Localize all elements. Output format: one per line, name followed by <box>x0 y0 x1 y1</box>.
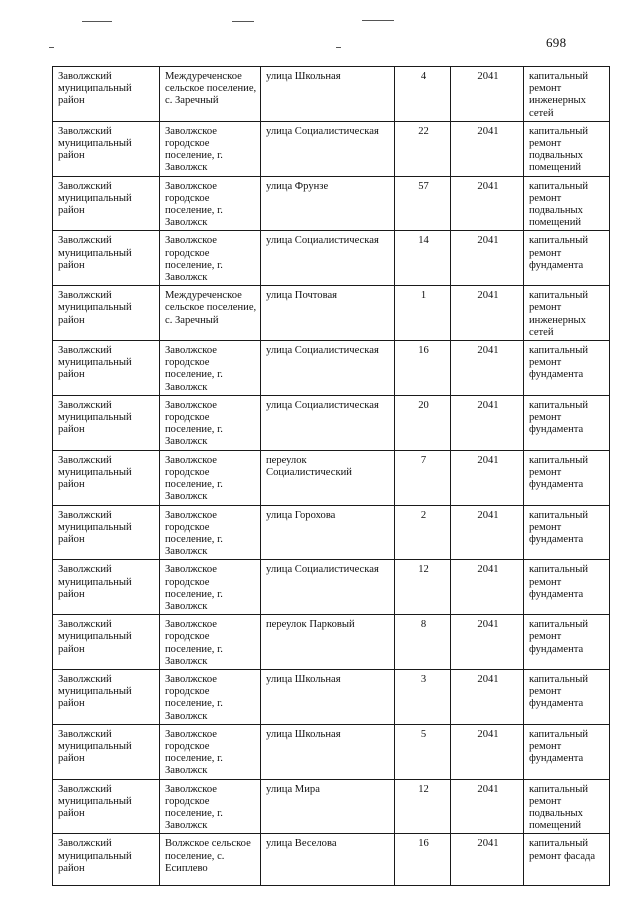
district-cell: Заволжский муниципальный район <box>53 121 160 176</box>
district-cell: Заволжский муниципальный район <box>53 669 160 724</box>
house-number-cell: 20 <box>395 395 451 450</box>
table-row <box>53 176 610 231</box>
street-cell: улица Фрунзе <box>261 176 395 231</box>
street-cell: улица Социалистическая <box>261 121 395 176</box>
table-row <box>53 779 610 834</box>
district-cell: Заволжский муниципальный район <box>53 615 160 670</box>
year-cell: 2041 <box>451 176 524 231</box>
settlement-cell: Заволжское городское поселение, г. Заволжск <box>160 450 261 505</box>
house-number-cell: 22 <box>395 121 451 176</box>
district-cell: Заволжский муниципальный район <box>53 560 160 615</box>
house-number-cell: 12 <box>395 560 451 615</box>
housing-repair-table <box>52 66 610 886</box>
settlement-cell: Заволжское городское поселение, г. Заволжск <box>160 395 261 450</box>
scan-artifact-line <box>362 20 394 21</box>
house-number-cell: 57 <box>395 176 451 231</box>
work-type-cell: капитальный ремонт фундамента <box>524 669 610 724</box>
year-cell: 2041 <box>451 450 524 505</box>
settlement-cell: Заволжское городское поселение, г. Заволжск <box>160 615 261 670</box>
year-cell: 2041 <box>451 286 524 341</box>
street-cell: улица Социалистическая <box>261 231 395 286</box>
house-number-cell: 8 <box>395 615 451 670</box>
house-number-cell: 1 <box>395 286 451 341</box>
street-cell: улица Школьная <box>261 67 395 122</box>
house-number-cell: 4 <box>395 67 451 122</box>
table-row <box>53 505 610 560</box>
work-type-cell: капитальный ремонт фасада <box>524 834 610 886</box>
street-cell: переулок Парковый <box>261 615 395 670</box>
district-cell: Заволжский муниципальный район <box>53 505 160 560</box>
table-row <box>53 669 610 724</box>
table-row <box>53 450 610 505</box>
house-number-cell: 16 <box>395 341 451 396</box>
district-cell: Заволжский муниципальный район <box>53 395 160 450</box>
house-number-cell: 12 <box>395 779 451 834</box>
work-type-cell: капитальный ремонт подвальных помещений <box>524 779 610 834</box>
work-type-cell: капитальный ремонт фундамента <box>524 505 610 560</box>
table-row <box>53 286 610 341</box>
district-cell: Заволжский муниципальный район <box>53 450 160 505</box>
house-number-cell: 7 <box>395 450 451 505</box>
settlement-cell: Заволжское городское поселение, г. Заволжск <box>160 121 261 176</box>
scan-artifact-line <box>49 47 54 48</box>
settlement-cell: Междуреченское сельское поселение, с. Заречный <box>160 286 261 341</box>
table-body <box>53 67 610 886</box>
house-number-cell: 16 <box>395 834 451 886</box>
table-row <box>53 560 610 615</box>
street-cell: улица Почтовая <box>261 286 395 341</box>
table-row <box>53 121 610 176</box>
year-cell: 2041 <box>451 834 524 886</box>
street-cell: улица Школьная <box>261 724 395 779</box>
scan-artifact-line <box>232 21 254 22</box>
settlement-cell: Заволжское городское поселение, г. Заволжск <box>160 724 261 779</box>
year-cell: 2041 <box>451 669 524 724</box>
street-cell: улица Социалистическая <box>261 395 395 450</box>
settlement-cell: Заволжское городское поселение, г. Заволжск <box>160 669 261 724</box>
settlement-cell: Междуреченское сельское поселение, с. Заречный <box>160 67 261 122</box>
table-row <box>53 395 610 450</box>
year-cell: 2041 <box>451 615 524 670</box>
work-type-cell: капитальный ремонт фундамента <box>524 450 610 505</box>
settlement-cell: Заволжское городское поселение, г. Заволжск <box>160 231 261 286</box>
settlement-cell: Заволжское городское поселение, г. Заволжск <box>160 505 261 560</box>
year-cell: 2041 <box>451 121 524 176</box>
house-number-cell: 3 <box>395 669 451 724</box>
table-row <box>53 724 610 779</box>
work-type-cell: капитальный ремонт инженерных сетей <box>524 286 610 341</box>
work-type-cell: капитальный ремонт подвальных помещений <box>524 176 610 231</box>
year-cell: 2041 <box>451 724 524 779</box>
district-cell: Заволжский муниципальный район <box>53 779 160 834</box>
work-type-cell: капитальный ремонт фундамента <box>524 560 610 615</box>
street-cell: улица Школьная <box>261 669 395 724</box>
settlement-cell: Заволжское городское поселение, г. Заволжск <box>160 779 261 834</box>
year-cell: 2041 <box>451 341 524 396</box>
year-cell: 2041 <box>451 505 524 560</box>
page-number: 698 <box>546 35 567 50</box>
year-cell: 2041 <box>451 560 524 615</box>
district-cell: Заволжский муниципальный район <box>53 724 160 779</box>
work-type-cell: капитальный ремонт фундамента <box>524 341 610 396</box>
street-cell: улица Веселова <box>261 834 395 886</box>
house-number-cell: 14 <box>395 231 451 286</box>
year-cell: 2041 <box>451 231 524 286</box>
settlement-cell: Заволжское городское поселение, г. Заволжск <box>160 560 261 615</box>
district-cell: Заволжский муниципальный район <box>53 286 160 341</box>
district-cell: Заволжский муниципальный район <box>53 341 160 396</box>
year-cell: 2041 <box>451 779 524 834</box>
street-cell: улица Социалистическая <box>261 341 395 396</box>
street-cell: улица Социалистическая <box>261 560 395 615</box>
table-row <box>53 67 610 122</box>
scan-artifact-line <box>82 21 112 22</box>
district-cell: Заволжский муниципальный район <box>53 67 160 122</box>
table-row <box>53 231 610 286</box>
work-type-cell: капитальный ремонт фундамента <box>524 231 610 286</box>
table-row <box>53 615 610 670</box>
scan-artifact-line <box>336 47 341 48</box>
table-row <box>53 834 610 886</box>
year-cell: 2041 <box>451 395 524 450</box>
year-cell: 2041 <box>451 67 524 122</box>
street-cell: переулок Социалистический <box>261 450 395 505</box>
work-type-cell: капитальный ремонт фундамента <box>524 615 610 670</box>
settlement-cell: Волжское сельское поселение, с. Есиплево <box>160 834 261 886</box>
work-type-cell: капитальный ремонт фундамента <box>524 724 610 779</box>
district-cell: Заволжский муниципальный район <box>53 176 160 231</box>
work-type-cell: капитальный ремонт подвальных помещений <box>524 121 610 176</box>
work-type-cell: капитальный ремонт инженерных сетей <box>524 67 610 122</box>
settlement-cell: Заволжское городское поселение, г. Заволжск <box>160 341 261 396</box>
district-cell: Заволжский муниципальный район <box>53 834 160 886</box>
district-cell: Заволжский муниципальный район <box>53 231 160 286</box>
table-row <box>53 341 610 396</box>
house-number-cell: 5 <box>395 724 451 779</box>
settlement-cell: Заволжское городское поселение, г. Заволжск <box>160 176 261 231</box>
street-cell: улица Мира <box>261 779 395 834</box>
street-cell: улица Горохова <box>261 505 395 560</box>
house-number-cell: 2 <box>395 505 451 560</box>
work-type-cell: капитальный ремонт фундамента <box>524 395 610 450</box>
